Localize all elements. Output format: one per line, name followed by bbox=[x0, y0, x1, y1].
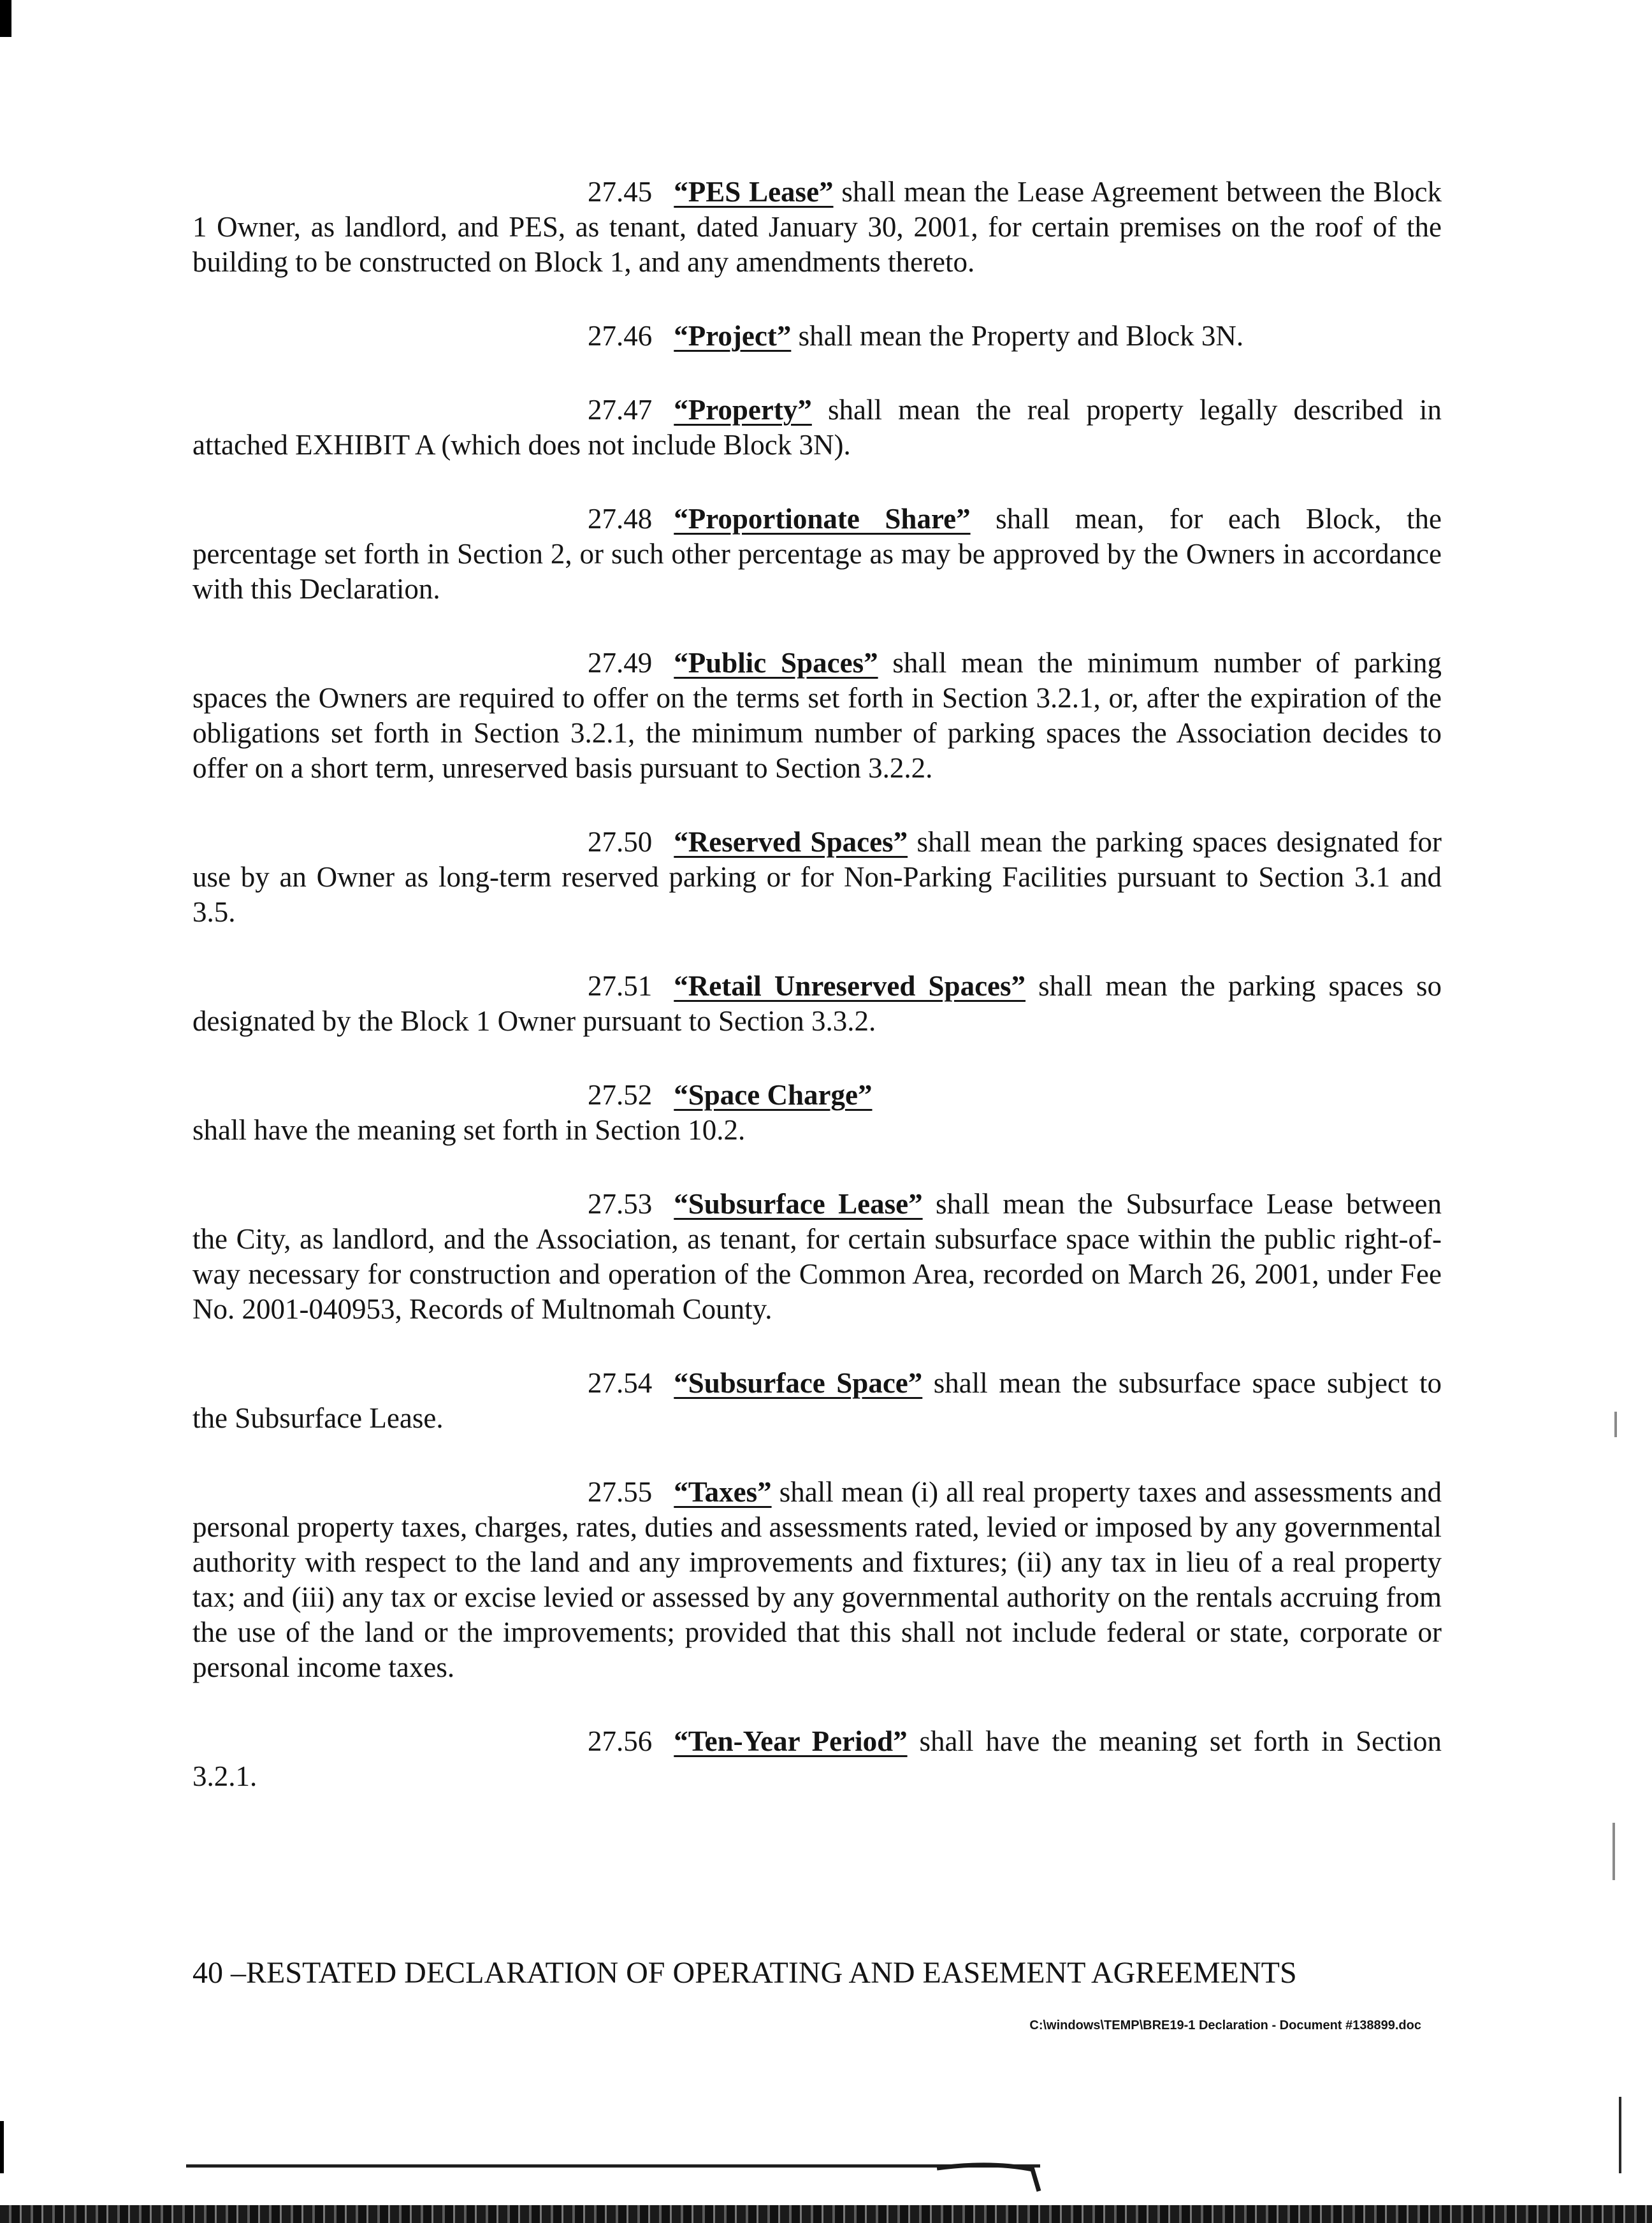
defined-term: “Proportionate Share” bbox=[674, 503, 971, 535]
defined-term: “Taxes” bbox=[674, 1476, 772, 1508]
definition-27-53 bbox=[192, 1187, 1442, 1327]
definition-27-51 bbox=[192, 969, 1442, 1039]
scan-speck bbox=[1612, 1823, 1615, 1880]
definition-27-55 bbox=[192, 1475, 1442, 1685]
definition-27-49 bbox=[192, 646, 1442, 786]
section-number: 27.49 bbox=[588, 647, 653, 679]
section-number: 27.51 bbox=[588, 970, 653, 1002]
page-footer-file-path: C:\windows\TEMP\BRE19-1 Declaration - Document #138899.doc bbox=[1029, 2018, 1421, 2032]
scan-speck bbox=[1614, 1412, 1617, 1437]
definition-text: shall have the meaning set forth in Section 3.2.1. bbox=[192, 1725, 1442, 1792]
definition-text: shall mean the parking spaces so designated by the Block 1 Owner pursuant to Section 3.3.2. bbox=[192, 970, 1442, 1037]
section-number: 27.56 bbox=[588, 1725, 653, 1757]
page-footer-title: 40 –RESTATED DECLARATION OF OPERATING AND EASEMENT AGREEMENTS bbox=[192, 1956, 1297, 1990]
definition-27-50 bbox=[192, 825, 1442, 930]
definition-27-48 bbox=[192, 502, 1442, 607]
section-number: 27.54 bbox=[588, 1367, 653, 1399]
scan-artifact-line bbox=[186, 2164, 1040, 2168]
section-number: 27.50 bbox=[588, 826, 653, 858]
defined-term: “Reserved Spaces” bbox=[674, 826, 908, 858]
definition-text: shall have the meaning set forth in Section 10.2. bbox=[192, 1114, 746, 1146]
defined-term: “Retail Unreserved Spaces” bbox=[674, 970, 1026, 1002]
defined-term: “Ten-Year Period” bbox=[674, 1725, 908, 1757]
section-number: 27.48 bbox=[588, 503, 653, 535]
definition-text: shall mean the real property legally described in attached EXHIBIT A (which does not include Block 3N). bbox=[192, 394, 1442, 461]
definition-27-54 bbox=[192, 1366, 1442, 1436]
definition-text: shall mean the minimum number of parking spaces the Owners are required to offer on the terms set forth in Section 3.2.1, or, after the expiration of the obligations set forth in Section 3.2.1, the minimum number of parking spaces the Association decides to offer on a short term, unreserved basis pursuant to Section 3.2.2. bbox=[192, 647, 1442, 784]
section-number: 27.45 bbox=[588, 176, 653, 208]
definition-text: shall mean the Property and Block 3N. bbox=[798, 320, 1244, 352]
definitions-section bbox=[192, 175, 1442, 1833]
defined-term: “Subsurface Lease” bbox=[674, 1188, 923, 1220]
definition-text: shall mean the Lease Agreement between the Block 1 Owner, as landlord, and PES, as tenant, dated January 30, 2001, for certain premises on the roof of the building to be constructed on Block 1, and any amendments thereto. bbox=[192, 176, 1442, 278]
scan-corner-mark bbox=[0, 0, 11, 37]
scan-bottom-band bbox=[0, 2205, 1652, 2223]
defined-term: “Project” bbox=[674, 320, 792, 352]
definition-27-46 bbox=[192, 319, 1442, 354]
definition-27-47 bbox=[192, 393, 1442, 463]
section-number: 27.53 bbox=[588, 1188, 653, 1220]
definition-text: shall mean (i) all real property taxes and assessments and personal property taxes, charges, rates, duties and assessments rated, levied or imposed by any governmental authority with respect to the land and any improvements and fixtures; (ii) any tax in lieu of a real property tax; and (iii) any tax or excise levied or assessed by any governmental authority on the rentals accruing from the use of the land or the improvements; provided that this shall not include federal or state, corporate or personal income taxes. bbox=[192, 1476, 1442, 1683]
defined-term: “PES Lease” bbox=[674, 176, 834, 208]
defined-term: “Subsurface Space” bbox=[674, 1367, 923, 1399]
section-number: 27.47 bbox=[588, 394, 653, 426]
scan-artifact-curve bbox=[937, 2161, 1052, 2199]
section-number: 27.46 bbox=[588, 320, 653, 352]
definition-27-56 bbox=[192, 1724, 1442, 1794]
definition-text: shall mean the subsurface space subject to the Subsurface Lease. bbox=[192, 1367, 1442, 1434]
definition-text: shall mean the Subsurface Lease between the City, as landlord, and the Association, as tenant, for certain subsurface space within the public right-of-way necessary for construction and operation of the Common Area, recorded on March 26, 2001, under Fee No. 2001-040953, Records of Multnomah County. bbox=[192, 1188, 1442, 1325]
definition-27-52 bbox=[192, 1078, 1442, 1148]
section-number: 27.52 bbox=[588, 1079, 653, 1111]
definition-text: shall mean, for each Block, the percentage set forth in Section 2, or such other percentage as may be approved by the Owners in accordance with this Declaration. bbox=[192, 503, 1442, 605]
defined-term: “Space Charge” bbox=[674, 1079, 873, 1111]
scan-speck bbox=[1619, 2097, 1621, 2173]
defined-term: “Property” bbox=[674, 394, 812, 426]
defined-term: “Public Spaces” bbox=[674, 647, 878, 679]
scan-left-tick bbox=[0, 2121, 4, 2173]
definition-text: shall mean the parking spaces designated for use by an Owner as long-term reserved parking or for Non-Parking Facilities pursuant to Section 3.1 and 3.5. bbox=[192, 826, 1442, 928]
section-number: 27.55 bbox=[588, 1476, 653, 1508]
definition-27-45 bbox=[192, 175, 1442, 280]
